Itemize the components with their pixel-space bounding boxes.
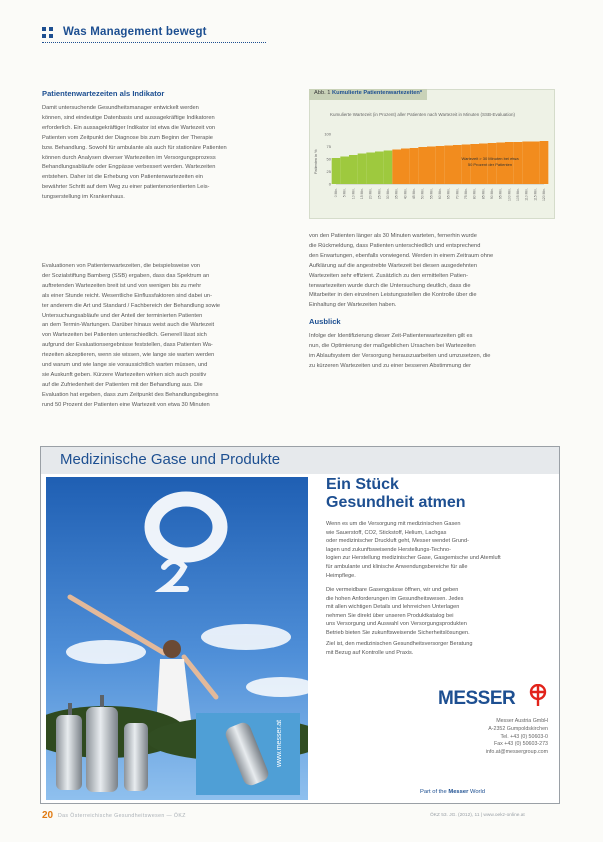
chart-x-tick-label: 45 Min. — [412, 188, 416, 200]
body-text-line: Damit untersuchende Gesundheitsmanager entwickelt werden — [42, 105, 199, 111]
ad-text-line: uns Versorgung und Auswahl von Versorgungsprodukten — [326, 621, 467, 628]
chart-bar — [427, 147, 436, 185]
chart-x-tick-label: 100 Min. — [507, 188, 512, 202]
footer-issue: ÖKZ 53. JG. (2012), 11 | www.oekz-online.at — [430, 813, 525, 818]
body-text-line: können durch Analysen diverser Wartezeiten im Versorgungsprozess — [42, 154, 216, 161]
chart-bar — [349, 155, 358, 184]
ad-text-line: wie Sauerstoff, CO2, Stickstoff, Helium, Lachgas — [326, 529, 447, 536]
ad-text-line: Die vermeidbare Gasengpässe öffnen, wir und geben — [326, 587, 459, 593]
chart-annotation: 50 Prozent der Patienten — [467, 162, 513, 167]
body-text-line: erforderlich. Ein aussagekräftiger Indikator ist etwa die Wartezeit von — [42, 124, 216, 131]
body-text-line: bewährter Schritt auf dem Weg zu einer patientenorientierten Leis- — [42, 184, 210, 191]
right-column-body — [309, 232, 556, 311]
chart-x-tick-label: 50 Min. — [420, 188, 425, 200]
ad-text-line: logien zur Herstellung medizinischer Gase, Gasgemische und Atemluft — [326, 555, 501, 562]
page-number: 20 — [42, 810, 54, 821]
footer-publication: Das Österreichische Gesundheitswesen — ÖKZ — [58, 813, 186, 819]
tagline-brand: Messer — [448, 789, 469, 795]
ad-text-line: die hohen Anforderungen im Gesundheitswesen. Jedes — [326, 595, 464, 602]
body-text-line: sie Auskunft geben. Kürzere Wartezeiten wirken sich auch positiv — [42, 371, 207, 378]
chart-bar — [375, 152, 384, 185]
chart-bar — [410, 148, 419, 184]
body-text-line: Evaluationen von Patientenwartezeiten, die beispielsweise von — [42, 263, 201, 269]
chart-x-tick-label: 120 Min. — [542, 188, 546, 202]
cumulative-waiting-chart — [312, 128, 552, 216]
ad-text-line: Heimpflege. — [326, 572, 356, 579]
chart-x-tick-label: 25 Min. — [377, 188, 382, 200]
chart-bar — [436, 146, 445, 184]
body-text-line: Untersuchungsabläufe und der Anteil der terminierten Patienten — [42, 312, 203, 319]
body-text-line: Wartezeiten sehr effizient. Zusätzlich zu den ermittelten Patien- — [309, 272, 469, 279]
section2-body — [42, 262, 289, 411]
address-line: Fax +43 (0) 50603-273 — [493, 741, 548, 748]
chart-y-tick-label: 50 — [326, 156, 331, 162]
chart-x-tick-label: 30 Min. — [386, 188, 390, 200]
section-title-indikator: Patientenwartezeiten als Indikator — [42, 89, 165, 98]
ad-paragraph-3 — [326, 640, 552, 657]
chart-bar — [522, 142, 531, 185]
ad-headline-line2: Gesundheit atmen — [326, 494, 466, 511]
body-text-line: Aufklärung auf die angestrebte Wartezeit bei diesen ausgedehnten — [309, 262, 478, 269]
body-text-line: den Erwartungen, ebenfalls vorwiegend. Werden in einem Zeitraum ohne — [309, 252, 494, 259]
header-divider — [42, 42, 266, 43]
chart-bar — [418, 147, 427, 184]
header-logo-icon — [42, 27, 54, 39]
body-text-line: als einer Stunde reicht. Wesentliche Einflussfaktoren sind dabei un- — [42, 292, 212, 299]
chart-x-tick-label: 20 Min. — [368, 188, 373, 200]
address-line: Tel. +43 (0) 50603-0 — [500, 733, 548, 740]
messer-address — [452, 718, 548, 757]
body-text-line: und warum und wie lange sie voraussichtlich warten müssen, und — [42, 362, 208, 369]
body-text-line: Patienten vom Zeitpunkt der Diagnose bis zum Beginn der Therapie — [42, 134, 213, 141]
body-text-line: an dem Termin-Wartungen. Darüber hinaus weist auch die Wartezeit — [42, 322, 215, 329]
chart-x-tick-label: 70 Min. — [455, 188, 460, 200]
ad-text-line: Wenn es um die Versorgung mit medizinischen Gasen — [326, 521, 461, 527]
chart-annotation: Wartezeit > 30 Minuten bei etwa — [461, 156, 519, 161]
ad-headline — [326, 476, 466, 512]
body-text-line: tenwartezeiten wurde durch die Untersuchung deutlich, dass die — [309, 282, 471, 289]
body-text-line: rtezeiten akzeptieren, wenn sie wissen, wie lange sie warten werden — [42, 352, 215, 359]
chart-y-tick-label: 25 — [326, 169, 331, 174]
ad-headline-line1: Ein Stück — [326, 476, 399, 493]
body-text-line: Mitarbeiter in den einzelnen Leistungsstellen die Kontrolle über die — [309, 292, 477, 299]
body-text-line: Evaluation hat ergeben, dass zum Zeitpunkt des Behandlungsbeginns — [42, 391, 219, 398]
body-text-line: tungserstellung im Krankenhaus. — [42, 194, 125, 201]
ad-text-line: oder medizinischer Druckluft geht, Messer wendet Grund- — [326, 538, 470, 545]
chart-bar — [366, 153, 375, 185]
section-title-ausblick: Ausblick — [309, 317, 341, 326]
ad-text-line: mit allen wichtigen Details und lehrreichen Unterlagen — [326, 604, 460, 611]
section-header-title: Was Management bewegt — [63, 26, 207, 38]
chart-title: Kumulierte Patientenwartezeiten* — [332, 90, 423, 96]
chart-caption — [309, 89, 427, 100]
section1-body — [42, 104, 289, 203]
chart-x-tick-label: 75 Min. — [464, 188, 468, 200]
ad-paragraph-2 — [326, 586, 552, 638]
body-text-line: auf die Zufriedenheit der Patienten mit der Behandlung aus. Die — [42, 381, 203, 388]
chart-x-tick-label: 95 Min. — [498, 188, 503, 200]
chart-x-tick-label: 35 Min. — [394, 188, 399, 200]
chart-note: Kumulierte Wartezeit (in Prozent) aller Patienten nach Wartezeit in Minuten (SSB-Evaluation) — [330, 112, 515, 117]
body-text-line: rund 50 Prozent der Patienten eine Wartezeit von etwa 30 Minuten — [42, 401, 210, 408]
chart-y-tick-label: 100 — [324, 131, 331, 137]
chart-bar — [358, 154, 367, 185]
ausblick-body — [309, 332, 556, 372]
ad-side-url: www.messer.at — [276, 719, 283, 767]
chart-y-tick-label: 0 — [328, 181, 331, 187]
ad-paragraph-1 — [326, 520, 552, 580]
ad-text-line: für ambulante und klinische Anwendungsbereiche für alle — [326, 563, 468, 570]
body-text-line: Infolge der Identifizierung dieser Zeit-Patientenwartezeiten gilt es — [309, 333, 473, 339]
body-text-line: nun, die Optimierung der maßgeblichen Ursachen bei Wartezeiten — [309, 342, 476, 349]
messer-logo: MESSER — [438, 688, 516, 709]
chart-bar — [340, 157, 349, 185]
chart-bar — [332, 158, 341, 184]
chart-bar — [384, 151, 393, 185]
ad-text-line: Betrieb bieten Sie zukunftsweisende Sicherheitslösungen. — [326, 629, 470, 636]
ad-text-line: nehmen Sie direkt über unseren Produktkatalog bei — [326, 612, 454, 619]
ad-text-line: Ziel ist, den medizinischen Gesundheitsversorger Beratung — [326, 641, 473, 647]
ad-photo — [46, 477, 308, 800]
ad-text-line: mit Bezug auf Kontrolle und Praxis. — [326, 649, 414, 656]
chart-x-tick-label: 10 Min. — [351, 188, 356, 200]
chart-y-axis-label: Patienten in % — [314, 149, 318, 174]
ad-top-title: Medizinische Gase und Produkte — [60, 451, 281, 468]
chart-x-tick-label: 5 Min. — [342, 188, 347, 198]
chart-x-tick-label: 110 Min. — [524, 188, 529, 201]
chart-bar — [514, 142, 523, 184]
messer-tagline — [420, 789, 485, 795]
ad-text-line: lagen und zukunftsweisende Herstellungs-Techno- — [326, 546, 452, 553]
address-line: Messer Austria GmbH — [496, 718, 548, 724]
body-text-line: zu kürzeren Wartezeiten und zu einer besseren Abstimmung der — [309, 362, 471, 369]
chart-x-tick-label: 15 Min. — [360, 188, 364, 200]
body-text-line: von Wartezeiten bei Patienten unterschiedlich. Generell lässt sich — [42, 332, 207, 339]
address-line: info.at@messergroup.com — [485, 749, 548, 756]
chart-x-tick-label: 90 Min. — [490, 188, 494, 200]
body-text-line: im Ablaufsystem der Versorgung herauszuarbeiten und umzusetzen, die — [309, 352, 491, 359]
body-text-line: ter anderem die Art und Standard / Fachbereich der Behandlung sowie — [42, 302, 221, 309]
chart-bar — [531, 142, 540, 185]
chart-bar — [401, 149, 410, 185]
chart-bar — [453, 145, 462, 184]
body-text-line: Behandlungsabläufe oder Engpässe verbessert werden. Wartezeiten — [42, 164, 216, 171]
address-line: A-2352 Gumpoldskirchen — [488, 725, 548, 732]
chart-x-tick-label: 105 Min. — [516, 188, 520, 202]
messer-logo-icon — [528, 684, 548, 708]
body-text-line: aufgrund der Evaluationsergebnisse feststellen, dass Patienten Wa- — [42, 342, 213, 349]
chart-figure-number: Abb. 1 — [314, 90, 331, 96]
chart-bar — [392, 150, 401, 185]
chart-x-tick-label: 85 Min. — [481, 188, 486, 200]
body-text-line: von den Patienten länger als 30 Minuten warteten, fernerhin wurde — [309, 233, 477, 239]
body-text-line: die Rückmeldung, dass Patienten unterschiedlich und entsprechend — [309, 242, 481, 249]
body-text-line: auftretenden Wartezeiten breit ist und von wenigen bis zu mehr — [42, 282, 202, 289]
chart-x-tick-label: 65 Min. — [446, 188, 451, 200]
body-text-line: Einhaltung der Wartezeiten haben. — [309, 302, 397, 309]
body-text-line: können, sind eindeutige Datenbasis und aussagekräftige Indikatoren — [42, 114, 215, 121]
body-text-line: der Sozialstiftung Bamberg (SSB) ergaben, dass das Spektrum an — [42, 272, 210, 279]
chart-x-tick-label: 115 Min. — [533, 188, 538, 201]
chart-x-tick-label: 60 Min. — [438, 188, 442, 200]
chart-x-tick-label: 80 Min. — [472, 188, 477, 200]
tagline-prefix: Part of the — [420, 789, 449, 795]
chart-x-tick-label: 55 Min. — [429, 188, 434, 200]
chart-y-tick-label: 75 — [326, 144, 331, 149]
chart-x-tick-label: 40 Min. — [403, 188, 408, 200]
tagline-suffix: World — [468, 789, 485, 795]
chart-bar — [540, 141, 549, 184]
chart-bar — [444, 146, 453, 185]
body-text-line: bzw. Behandlung. Sowohl für ambulante als auch für stationäre Patienten — [42, 144, 227, 151]
body-text-line: entstehen. Daher ist die Erhebung von Patientenwartezeiten ein — [42, 174, 203, 181]
chart-x-tick-label: 0 Min. — [334, 188, 338, 198]
